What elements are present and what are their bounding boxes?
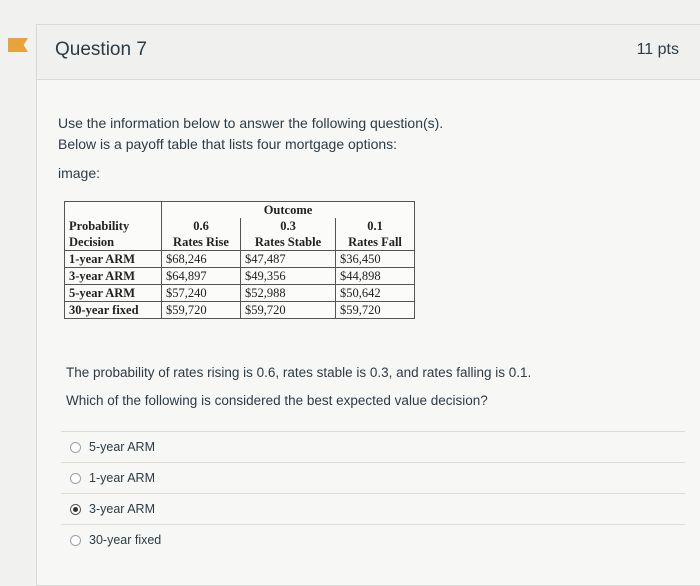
- value-cell: $47,487: [241, 251, 336, 268]
- outcome-fall: Rates Fall: [336, 234, 415, 251]
- radio-button-selected[interactable]: [70, 504, 81, 515]
- value-cell: $50,642: [336, 285, 415, 302]
- answer-option-1-year-arm[interactable]: [61, 462, 685, 494]
- value-cell: $36,450: [336, 251, 415, 268]
- question-title: Question 7: [55, 39, 147, 60]
- value-cell: $57,240: [162, 285, 241, 302]
- prob-rise: 0.6: [162, 218, 241, 234]
- outcome-stable: Rates Stable: [241, 234, 336, 251]
- answer-label[interactable]: 30-year fixed: [89, 533, 162, 547]
- table-row: [65, 302, 415, 319]
- table-row: [65, 251, 415, 268]
- value-cell: $59,720: [336, 302, 415, 319]
- intro-line-2: Below is a payoff table that lists four mortgage options:: [58, 136, 398, 152]
- payoff-table: [64, 201, 415, 319]
- value-cell: $59,720: [241, 302, 336, 319]
- answer-option-5-year-arm[interactable]: [61, 431, 685, 463]
- question-card: [36, 24, 700, 586]
- answer-option-3-year-arm[interactable]: [61, 493, 685, 525]
- table-row-probability: [65, 218, 415, 234]
- answer-option-30-year-fixed[interactable]: [61, 524, 685, 556]
- question-points: 11 pts: [636, 41, 679, 58]
- probability-label: Probability: [65, 218, 162, 234]
- answer-label[interactable]: 5-year ARM: [89, 440, 155, 454]
- decision-label: Decision: [65, 234, 162, 251]
- value-cell: $64,897: [162, 268, 241, 285]
- value-cell: $44,898: [336, 268, 415, 285]
- question-prompt: [66, 359, 531, 415]
- decision-cell: 3-year ARM: [65, 268, 162, 285]
- decision-cell: 1-year ARM: [65, 251, 162, 268]
- outcome-header: Outcome: [162, 202, 415, 219]
- prompt-line-2: Which of the following is considered the best expected value decision?: [66, 393, 488, 408]
- answer-label[interactable]: 1-year ARM: [89, 471, 155, 485]
- value-cell: $49,356: [241, 268, 336, 285]
- radio-button[interactable]: [70, 535, 81, 546]
- prompt-line-1: The probability of rates rising is 0.6, rates stable is 0.3, and rates falling is 0.1.: [66, 365, 532, 380]
- answer-label[interactable]: 3-year ARM: [89, 502, 155, 516]
- question-header: [37, 25, 700, 80]
- intro-line-1: Use the information below to answer the following question(s).: [58, 115, 444, 131]
- table-row: [65, 285, 415, 302]
- value-cell: $59,720: [162, 302, 241, 319]
- radio-button[interactable]: [70, 473, 81, 484]
- bookmark-flag-icon[interactable]: [8, 38, 28, 52]
- value-cell: $52,988: [241, 285, 336, 302]
- outcome-rise: Rates Rise: [162, 234, 241, 251]
- table-row-decision: [65, 234, 415, 251]
- radio-button[interactable]: [70, 442, 81, 453]
- decision-cell: 5-year ARM: [65, 285, 162, 302]
- question-intro: [58, 113, 443, 155]
- image-label: image:: [58, 165, 101, 181]
- prob-stable: 0.3: [241, 218, 336, 234]
- prob-fall: 0.1: [336, 218, 415, 234]
- table-row-outcome: [65, 202, 415, 219]
- decision-cell: 30-year fixed: [65, 302, 162, 319]
- table-row: [65, 268, 415, 285]
- value-cell: $68,246: [162, 251, 241, 268]
